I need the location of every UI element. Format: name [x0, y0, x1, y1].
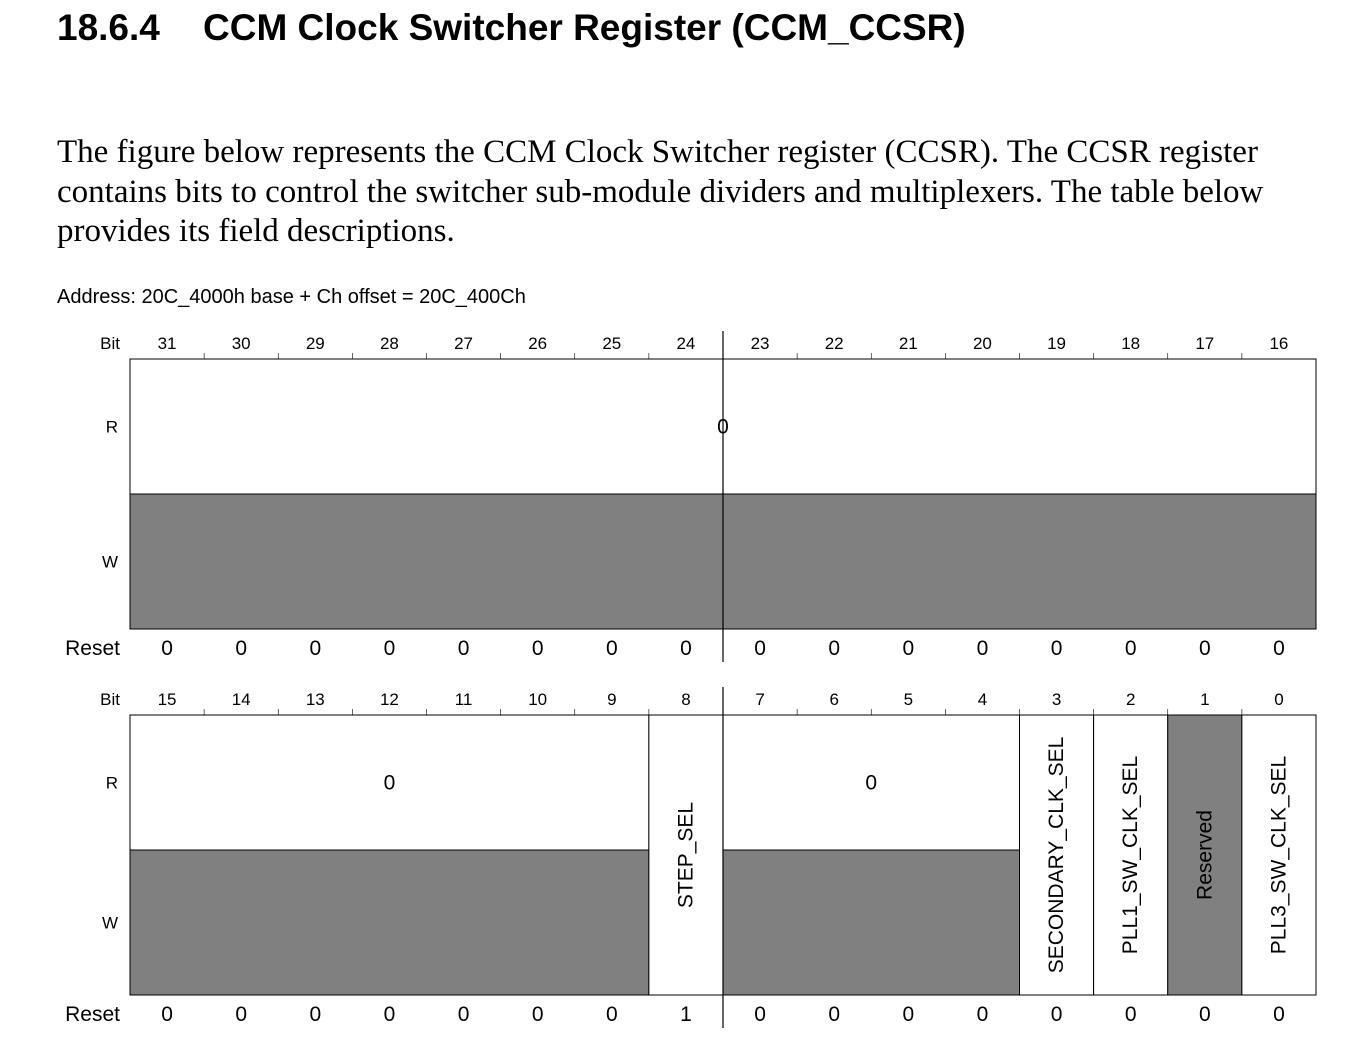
register-address: Address: 20C_4000h base + Ch offset = 20C_400Ch [57, 286, 526, 308]
bit-number: 20 [972, 334, 992, 353]
bit-number: 22 [824, 334, 844, 353]
intro-paragraph: The figure below represents the CCM Clock Switcher register (CCSR). The CCSR register contains bits to control the switcher sub-module dividers and multiplexers. The table below provides its field descriptions. [57, 134, 1264, 249]
reset-value: 0 [457, 1003, 470, 1026]
bit-number: 13 [305, 690, 325, 709]
field-name-label: PLL3_SW_CLK_SEL [1267, 755, 1291, 955]
section-heading [57, 4, 966, 52]
reset-value: 0 [383, 637, 396, 660]
bit-number: 28 [379, 334, 399, 353]
write-row-label: W [101, 913, 118, 933]
reset-value: 0 [1198, 637, 1211, 660]
reset-value: 0 [457, 637, 470, 660]
bit-number: 21 [898, 334, 918, 353]
reset-value: 0 [754, 1003, 766, 1026]
bit-number: 4 [977, 690, 988, 709]
reset-row-label: Reset [65, 1003, 120, 1026]
bit-number: 18 [1121, 334, 1141, 353]
section-number: 18.6.4 [57, 7, 160, 48]
field-read-value: 0 [865, 771, 878, 795]
bit-number: 7 [755, 690, 765, 709]
field-name-label: STEP_SEL [674, 801, 698, 909]
reset-value: 0 [1198, 1003, 1211, 1026]
reset-value: 0 [1273, 637, 1285, 660]
bit-number: 24 [676, 334, 696, 353]
read-row-label: R [105, 773, 118, 793]
bit-number: 9 [607, 690, 617, 709]
register-diagram-upper [0, 326, 1357, 666]
reset-value: 0 [605, 637, 618, 660]
reset-value: 0 [1124, 637, 1137, 660]
reset-value: 0 [161, 1003, 173, 1026]
reset-value: 0 [605, 1003, 618, 1026]
read-only-field-write-cell [130, 850, 649, 995]
bit-number: 25 [602, 334, 622, 353]
bit-number: 5 [903, 690, 914, 709]
bit-number: 12 [379, 690, 399, 709]
field-name-label: Reserved [1193, 810, 1217, 900]
reset-row-label: Reset [65, 637, 120, 660]
bit-number: 11 [454, 690, 473, 709]
reset-value: 0 [1050, 637, 1063, 660]
register-diagram-lower-svg [0, 682, 1357, 1032]
bit-number: 15 [157, 690, 177, 709]
bit-number: 3 [1051, 690, 1062, 709]
reset-value: 0 [828, 637, 841, 660]
reset-value: 0 [680, 637, 692, 660]
reset-value: 0 [1050, 1003, 1063, 1026]
field-read-value: 0 [383, 771, 396, 795]
bit-number: 23 [750, 334, 770, 353]
bit-number: 10 [528, 690, 548, 709]
bit-row-label: Bit [100, 690, 120, 709]
reset-value: 0 [235, 1003, 248, 1026]
register-diagram-upper-svg [0, 326, 1357, 666]
bit-number: 14 [231, 690, 251, 709]
reset-value: 0 [383, 1003, 396, 1026]
bit-number: 29 [305, 334, 325, 353]
reset-value: 0 [902, 1003, 915, 1026]
bit-number: 31 [157, 334, 177, 353]
bit-number: 26 [528, 334, 548, 353]
bit-number: 30 [231, 334, 251, 353]
reset-value: 0 [976, 637, 989, 660]
reset-value: 0 [531, 1003, 544, 1026]
reset-value: 0 [309, 1003, 322, 1026]
bit-number: 8 [681, 690, 691, 709]
read-row-label: R [105, 417, 118, 437]
write-row-label: W [101, 552, 118, 572]
bit-number: 16 [1269, 334, 1289, 353]
bit-number: 0 [1274, 690, 1284, 709]
reset-value: 0 [309, 637, 322, 660]
bit-row-label: Bit [100, 334, 120, 353]
field-name-label: SECONDARY_CLK_SEL [1045, 736, 1069, 974]
register-diagram-lower [0, 682, 1357, 1032]
reset-value: 1 [680, 1003, 692, 1026]
reset-value: 0 [235, 637, 248, 660]
reset-value: 0 [754, 637, 766, 660]
bit-number: 1 [1200, 690, 1210, 709]
read-only-field-write-cell [723, 850, 1020, 995]
reset-value: 0 [531, 637, 544, 660]
reset-value: 0 [161, 637, 173, 660]
field-read-value: 0 [717, 415, 729, 439]
reset-value: 0 [902, 637, 915, 660]
bit-number: 17 [1195, 334, 1215, 353]
bit-number: 6 [829, 690, 839, 709]
bit-number: 2 [1125, 690, 1136, 709]
bit-number: 27 [454, 334, 474, 353]
reset-value: 0 [1273, 1003, 1285, 1026]
field-name-label: PLL1_SW_CLK_SEL [1119, 755, 1143, 955]
reset-value: 0 [976, 1003, 989, 1026]
reset-value: 0 [1124, 1003, 1137, 1026]
reset-value: 0 [828, 1003, 841, 1026]
bit-number: 19 [1047, 334, 1067, 353]
section-title: CCM Clock Switcher Register (CCM_CCSR) [203, 7, 966, 48]
